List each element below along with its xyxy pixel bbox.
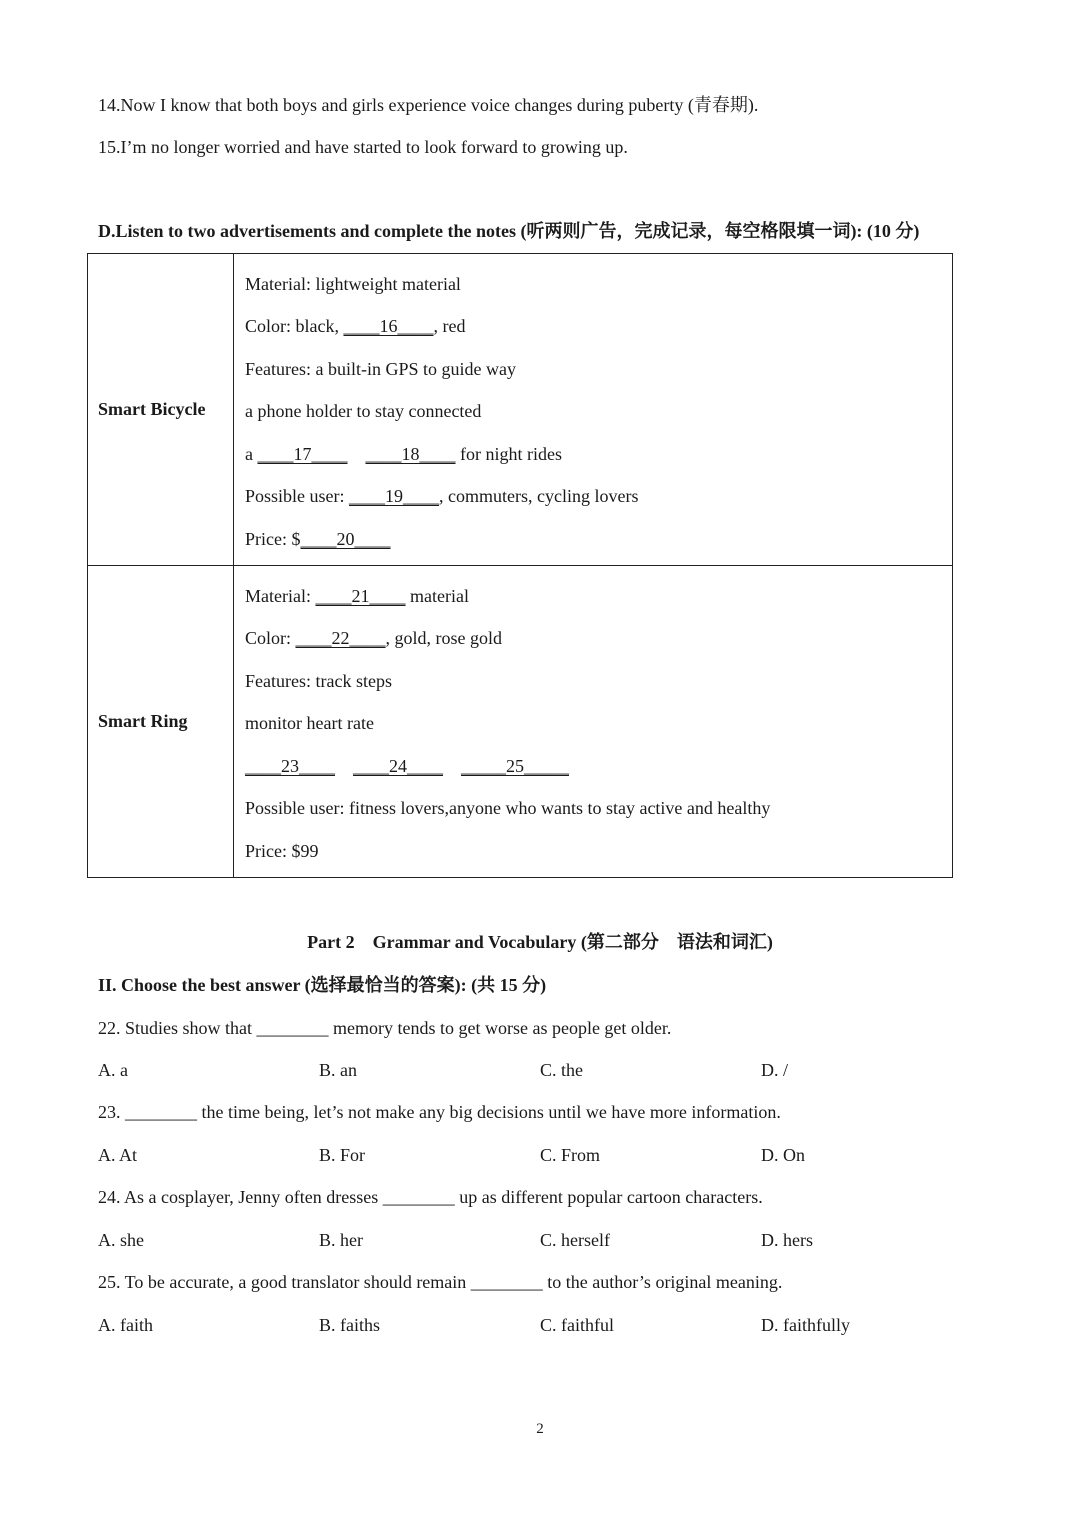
question-23-stem: 23. ________ the time being, let’s not make any big decisions until we have more information.: [98, 1102, 781, 1122]
q22-option-b[interactable]: B. an: [319, 1060, 357, 1080]
ring-features: Features: track steps: [245, 671, 392, 691]
ring-row: [88, 566, 953, 878]
ring-notes: [234, 566, 953, 878]
q23-option-b[interactable]: B. For: [319, 1145, 366, 1165]
q25-option-d[interactable]: D. faithfully: [761, 1315, 850, 1335]
bicycle-night-text: for night rides: [455, 444, 562, 464]
ring-material: [245, 587, 469, 605]
ring-label: Smart Ring: [88, 566, 234, 878]
blank-19: ____19____: [349, 486, 440, 506]
bicycle-notes: [234, 254, 953, 566]
ring-color-post: , gold, rose gold: [385, 628, 503, 648]
bicycle-user-pre: Possible user:: [245, 486, 350, 506]
bicycle-user-post: , commuters, cycling lovers: [439, 486, 639, 506]
q23-option-d[interactable]: D. On: [761, 1145, 805, 1165]
bicycle-price-pre: Price: $: [245, 529, 301, 549]
q24-option-c[interactable]: C. herself: [540, 1230, 610, 1250]
blank-18: ____18____: [365, 444, 456, 464]
q23-option-c[interactable]: C. From: [540, 1145, 601, 1165]
bicycle-color: [245, 317, 465, 335]
q22-option-a[interactable]: A. a: [98, 1060, 128, 1080]
notes-table: [87, 253, 953, 878]
q25-option-a[interactable]: A. faith: [98, 1315, 153, 1335]
q22-option-c[interactable]: C. the: [540, 1060, 583, 1080]
blank-22: ____22____: [295, 628, 386, 648]
statement-14: 14.Now I know that both boys and girls experience voice changes during puberty (青春期).: [98, 95, 759, 115]
bicycle-label: Smart Bicycle: [88, 254, 234, 566]
q25-option-b[interactable]: B. faiths: [319, 1315, 380, 1335]
question-25-stem: 25. To be accurate, a good translator should remain ________ to the author’s original meaning.: [98, 1272, 783, 1292]
blank-25: _____25_____: [461, 756, 569, 776]
bicycle-phone-holder: a phone holder to stay connected: [245, 401, 482, 421]
blank-23: ____23____: [245, 756, 335, 776]
ring-material-pre: Material:: [245, 586, 316, 606]
bicycle-night-rides: [245, 445, 562, 463]
bicycle-price: [245, 530, 391, 548]
section-ii-heading: II. Choose the best answer (选择最恰当的答案): (共 15 分): [98, 975, 547, 995]
q24-option-a[interactable]: A. she: [98, 1230, 144, 1250]
blank-20: ____20____: [300, 529, 391, 549]
section-d-heading: D.Listen to two advertisements and complete the notes (听两则广告，完成记录，每空格限填一词): (10 分): [98, 221, 920, 241]
bicycle-color-pre: Color: black,: [245, 316, 344, 336]
ring-user: Possible user: fitness lovers,anyone who wants to stay active and healthy: [245, 798, 771, 818]
blank-24: ____24____: [353, 756, 443, 776]
ring-color: [245, 629, 502, 647]
q25-option-c[interactable]: C. faithful: [540, 1315, 614, 1335]
ring-blanks: [245, 757, 569, 775]
ring-color-pre: Color:: [245, 628, 296, 648]
blank-21: ____21____: [315, 586, 406, 606]
blank-16: ____16____: [343, 316, 434, 336]
bicycle-material: Material: lightweight material: [245, 274, 461, 294]
ring-price: Price: $99: [245, 841, 319, 861]
blank-17: ____17____: [257, 444, 348, 464]
q23-option-a[interactable]: A. At: [98, 1145, 138, 1165]
bicycle-color-post: , red: [433, 316, 466, 336]
q24-option-b[interactable]: B. her: [319, 1230, 363, 1250]
statement-15: 15.I’m no longer worried and have started to look forward to growing up.: [98, 137, 628, 157]
bicycle-features: Features: a built-in GPS to guide way: [245, 359, 516, 379]
bicycle-row: [88, 254, 953, 566]
part2-title: Part 2 Grammar and Vocabulary (第二部分 语法和词汇): [307, 932, 773, 952]
page-number: 2: [536, 1421, 544, 1437]
bicycle-a-pre: a: [245, 444, 258, 464]
bicycle-user: [245, 487, 638, 505]
ring-material-post: material: [405, 586, 469, 606]
ring-monitor: monitor heart rate: [245, 713, 374, 733]
q24-option-d[interactable]: D. hers: [761, 1230, 813, 1250]
question-22-stem: 22. Studies show that ________ memory tends to get worse as people get older.: [98, 1018, 672, 1038]
q22-option-d[interactable]: D. /: [761, 1060, 788, 1080]
question-24-stem: 24. As a cosplayer, Jenny often dresses ________ up as different popular cartoon characters.: [98, 1187, 763, 1207]
